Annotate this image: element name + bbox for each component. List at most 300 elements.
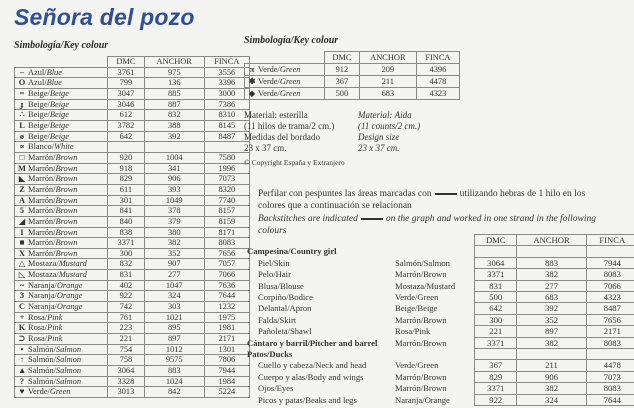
key-row [15,152,250,163]
colour-label: – Azul/Blue [15,67,108,78]
colour-name-es: Beige [28,120,48,130]
anchor-value: 324 [144,291,204,302]
colour-label: C Naranja/Orange [15,302,108,313]
material-line: 23 x 37 cm. [358,143,400,153]
finca-value: 7944 [204,366,249,377]
dmc-value: 402 [108,280,145,291]
dmc-value: 612 [108,110,145,121]
dmc-value: 3371 [475,383,517,394]
backstitch-row [244,383,634,394]
colour-name-es: Salmón [28,355,54,365]
stitch-symbol-icon: ∝ [19,142,25,152]
colour-name-es: Rosa [28,334,45,344]
anchor-value: 9575 [144,355,204,366]
anchor-value [144,142,204,153]
copyright-notice: © Copyright España y Extranjero [244,158,345,167]
stitch-symbol-icon: A [18,195,26,205]
backstitch-text: Perfilar con pespuntes las áreas marcadas con [258,189,432,199]
stitch-symbol-icon: C [18,302,26,312]
key-row [15,195,250,206]
backstitch-row [244,280,634,291]
finca-value: 2171 [586,326,634,337]
finca-value: 7944 [586,257,634,268]
colour-name-es: Salmón [28,376,54,386]
key-row [15,99,250,110]
colour-name-en: Salmon [55,366,82,376]
stitch-symbol-icon: ø [19,131,25,141]
colour-name-en: Brown [55,174,78,184]
stitch-part: Delantal/Apron [258,303,312,314]
dmc-value: 922 [108,291,145,302]
anchor-value: 895 [144,323,204,334]
dmc-value: 500 [475,292,517,303]
finca-value: 7636 [204,280,249,291]
material-line: 23 x 37 cm. [244,143,287,153]
anchor-value: 885 [144,88,204,99]
backstitch-text: colores que a continuación se relacionan [258,200,412,211]
key-row [15,120,250,131]
dmc-value: 829 [475,371,517,382]
stitch-symbol-icon: K [18,323,26,333]
anchor-value: 277 [517,280,586,291]
finca-value: 7806 [204,355,249,366]
colour-name-es: Salmón [28,344,54,354]
anchor-value: 382 [517,337,586,348]
colour-label: ✱ Verde/Green [245,76,325,88]
backstitch-row [244,314,634,325]
anchor-value [517,246,586,257]
finca-value: 7386 [204,99,249,110]
dmc-value: 912 [324,64,359,76]
stitch-symbol-icon: ▲ [18,366,27,376]
key-colour-table [14,56,250,398]
colour-label: ? Salmón/Salmon [15,376,108,387]
stitch-part: Cuello y cabeza/Neck and head [258,360,367,371]
blank-header [392,235,475,246]
stitch-part: Ojos/Eyes [258,383,294,394]
finca-value: 7066 [204,270,249,281]
colour-name-en: Brown [55,195,78,205]
anchor-value: 388 [144,120,204,131]
stitch-symbol-icon: ∴ [19,110,25,120]
colour-name-es: Naranja [28,291,55,301]
stitch-part: Piel/Skin [258,257,290,268]
finca-value: 7644 [204,291,249,302]
stitch-symbol-icon: ↑ [19,355,25,365]
anchor-value: 683 [517,292,586,303]
colour-label: ⊃ Rosa/Pink [15,334,108,345]
finca-value: 3556 [204,67,249,78]
dmc-value: 761 [108,312,145,323]
dmc-value: 758 [108,355,145,366]
backstitch-line-icon [361,218,383,220]
colour-label: ↑ Salmón/Salmon [15,355,108,366]
finca-value: 3000 [204,88,249,99]
thread-colour: Salmón/Salmon [395,257,450,268]
finca-value: 7057 [204,259,249,270]
colour-name-en: White [54,142,74,152]
anchor-value: 379 [144,216,204,227]
colour-name-en: Pink [47,334,63,344]
finca-value: 1301 [204,344,249,355]
anchor-value: 1012 [144,344,204,355]
page-title: Señora del pozo [14,4,195,30]
stitch-part: Corpiño/Bodice [258,292,313,303]
colour-name-en: Pink [47,323,63,333]
colour-name-en: Green [279,89,301,98]
key-row [15,227,250,238]
colour-label: ø Beige/Beige [15,131,108,142]
material-line: Material: Aida [358,110,412,120]
key-row [15,334,250,345]
stitch-symbol-icon: I [20,227,24,237]
colour-name-en: Mustard [58,270,87,280]
key-row [15,323,250,334]
anchor-value: 392 [517,303,586,314]
finca-value [586,246,634,257]
col-finca: FINCA [416,52,459,64]
stitch-symbol-icon: = [19,88,25,98]
colour-name-es: Marrón [28,184,54,194]
finca-value: 8487 [586,303,634,314]
colour-name-en: Beige [49,110,69,120]
anchor-value: 897 [144,334,204,345]
colour-name-es: Beige [28,110,48,120]
dmc-value: 3046 [108,99,145,110]
colour-label: • Salmón/Salmon [15,344,108,355]
colour-label: A Marrón/Brown [15,195,108,206]
stitch-part: Cuerpo y alas/Body and wings [258,371,364,382]
colour-name-es: Naranja [28,280,55,290]
colour-label: O Azul/Blue [15,78,108,89]
dmc-value: 922 [475,394,517,405]
dmc-value: 841 [108,206,145,217]
dmc-value: 3064 [475,257,517,268]
anchor-value: 211 [359,76,416,88]
colour-label: ◆ Verde/Green [245,88,325,100]
colour-label: M Marrón/Brown [15,163,108,174]
backstitch-line-icon [435,193,457,195]
colour-name-es: Verde [258,77,278,86]
anchor-value: 897 [517,326,586,337]
dmc-value: 642 [108,131,145,142]
finca-value: 8083 [204,238,249,249]
colour-name-en: Beige [49,120,69,130]
finca-value: 8157 [204,206,249,217]
anchor-value: 1024 [144,376,204,387]
finca-value: 8083 [586,383,634,394]
dmc-value: 3371 [475,337,517,348]
col-dmc: DMC [475,235,517,246]
dmc-value: 367 [475,360,517,371]
colour-label: ɟ Beige/Beige [15,99,108,110]
col-dmc: DMC [324,52,359,64]
key-row [245,76,460,88]
finca-value: 3396 [204,78,249,89]
colour-name-es: Rosa [28,312,45,322]
colour-label: π Verde/Green [245,64,325,76]
material-line: (11 counts/2 cm.) [358,121,421,131]
key-row [15,355,250,366]
thread-colour: Marrón/Brown [395,314,447,325]
finca-value: 8320 [204,184,249,195]
group-heading: Patos/Ducks [247,349,293,360]
colour-label: = Beige/Beige [15,88,108,99]
colour-label: I Marrón/Brown [15,227,108,238]
anchor-value: 211 [517,360,586,371]
blank-header [245,52,325,64]
thread-colour: Marrón/Brown [395,371,447,382]
colour-name-en: Orange [56,302,83,312]
colour-label: △ Mostaza/Mustard [15,259,108,270]
finca-value: 4478 [416,76,459,88]
thread-colour: Marrón/Brown [395,337,447,348]
stitch-symbol-icon: 5 [19,206,25,216]
key-row [15,302,250,313]
colour-name-en: Green [49,387,71,397]
colour-name-en: Orange [56,280,83,290]
colour-name-en: Brown [55,206,78,216]
colour-name-es: Marrón [28,206,54,216]
colour-label: Z Marrón/Brown [15,184,108,195]
colour-name-es: Salmón [28,366,54,376]
material-line: Medidas del bordado [244,132,320,142]
colour-label: □ Marrón/Brown [15,152,108,163]
dmc-value: 223 [108,323,145,334]
dmc-value: 3761 [108,67,145,78]
dmc-value: 831 [475,280,517,291]
colour-name-es: Marrón [28,152,54,162]
colour-label: 3 Naranja/Orange [15,291,108,302]
backstitch-row [244,360,634,371]
stitch-symbol-icon: π [249,65,255,74]
colour-name-en: Salmon [55,355,82,365]
dmc-value: 300 [475,314,517,325]
dmc-value: 3782 [108,120,145,131]
stitch-symbol-icon: • [20,344,24,354]
colour-label: + Rosa/Pink [15,312,108,323]
finca-value: 7644 [586,394,634,405]
colour-name-en: Brown [55,184,78,194]
stitch-symbol-icon: ■ [19,238,25,248]
anchor-value: 378 [144,206,204,217]
key-colour-heading: Simbología/Key colour [14,40,109,51]
thread-colour: Rosa/Pink [395,326,431,337]
colour-name-es: Verde [258,89,278,98]
dmc-value [475,349,517,360]
finca-value: 1996 [204,163,249,174]
colour-name-es: Marrón [28,248,54,258]
backstitch-group-heading [244,349,634,360]
blank-header [15,57,108,68]
colour-name-en: Salmon [55,344,82,354]
dmc-value: 3013 [108,387,145,398]
colour-label: ∝ Blanco/White [15,142,108,153]
group-heading: Cántaro y barril/Pitcher and barrel [247,337,378,348]
dmc-value: 918 [108,163,145,174]
colour-label: ♥ Verde/Green [15,387,108,398]
anchor-value: 136 [144,78,204,89]
dmc-value: 920 [108,152,145,163]
anchor-value: 832 [144,110,204,121]
stitch-part: Falda/Skirt [258,314,297,325]
anchor-value: 324 [517,394,586,405]
anchor-value: 352 [517,314,586,325]
colour-name-es: Marrón [28,227,54,237]
material-spanish [244,110,334,154]
key-row [15,259,250,270]
material-line: (11 hilos de trama/2 cm.) [244,121,335,131]
key-row [15,174,250,185]
anchor-value: 907 [144,259,204,270]
key-colour-table-right [244,51,460,100]
stitch-symbol-icon: ⊃ [18,334,26,344]
key-row [15,216,250,227]
backstitch-text: colours [258,225,287,236]
anchor-value: 392 [144,131,204,142]
colour-label: L Beige/Beige [15,120,108,131]
finca-value: 4396 [416,64,459,76]
dmc-value: 832 [108,259,145,270]
colour-label: K Rosa/Pink [15,323,108,334]
thread-colour: Marrón/Brown [395,269,447,280]
key-row [15,312,250,323]
dmc-value: 367 [324,76,359,88]
anchor-value: 975 [144,67,204,78]
anchor-value: 303 [144,302,204,313]
material-line: Design size [358,132,400,142]
finca-value: 2171 [204,334,249,345]
dmc-value: 840 [108,216,145,227]
blank-header [244,235,392,246]
anchor-value: 906 [517,371,586,382]
key-row [15,110,250,121]
colour-name-es: Verde [28,387,48,397]
colour-label: X Marrón/Brown [15,248,108,259]
anchor-value: 887 [144,99,204,110]
anchor-value: 883 [517,257,586,268]
finca-value: 7656 [586,314,634,325]
anchor-value: 906 [144,174,204,185]
dmc-value: 831 [108,270,145,281]
anchor-value: 1021 [144,312,204,323]
group-heading: Campesina/Country girl [247,246,337,257]
anchor-value: 1047 [144,280,204,291]
finca-value: 7073 [204,174,249,185]
colour-name-es: Marrón [28,216,54,226]
colour-label: ■ Marrón/Brown [15,238,108,249]
colour-name-es: Verde [258,65,278,74]
colour-name-es: Beige [28,131,48,141]
thread-colour: Naranja/Orange [395,394,450,405]
key-row [15,366,250,377]
dmc-value: 611 [108,184,145,195]
finca-value: 8145 [204,120,249,131]
finca-value: 8310 [204,110,249,121]
key-row [15,270,250,281]
colour-label: ◢ Marrón/Brown [15,216,108,227]
colour-name-es: Marrón [28,163,54,173]
stitch-symbol-icon: ? [19,376,25,386]
finca-value: 8487 [204,131,249,142]
dmc-value: 221 [475,326,517,337]
key-row [15,131,250,142]
stitch-symbol-icon: ✱ [248,77,256,86]
anchor-value: 842 [144,387,204,398]
stitch-symbol-icon: □ [19,152,25,162]
dmc-value: 301 [108,195,145,206]
colour-name-en: Brown [55,163,78,173]
colour-name-en: Blue [46,67,62,77]
colour-name-en: Brown [55,238,78,248]
dmc-value: 642 [475,303,517,314]
colour-name-es: Marrón [28,174,54,184]
backstitch-row [244,269,634,280]
backstitch-row [244,394,634,405]
stitch-part: Pelo/Hair [258,269,291,280]
thread-colour: Verde/Green [395,360,439,371]
colour-name-en: Beige [49,88,69,98]
colour-name-en: Beige [49,99,69,109]
key-row [15,376,250,387]
colour-name-en: Brown [55,216,78,226]
backstitch-row [244,292,634,303]
colour-name-es: Naranja [28,302,55,312]
backstitch-text: Backstitches are indicated [258,214,358,224]
backstitch-group-heading [244,337,634,348]
colour-label: ▲ Salmón/Salmon [15,366,108,377]
colour-name-es: Beige [28,99,48,109]
thread-colour: Marrón/Brown [395,383,447,394]
thread-colour: Verde/Green [395,292,439,303]
colour-name-es: Beige [28,88,48,98]
colour-name-en: Blue [46,78,62,88]
key-row [15,78,250,89]
colour-name-es: Azul [28,67,45,77]
colour-name-en: Pink [47,312,63,322]
key-row [15,248,250,259]
key-row [15,142,250,153]
anchor-value: 1049 [144,195,204,206]
colour-name-es: Marrón [28,195,54,205]
dmc-value: 500 [324,88,359,100]
stitch-symbol-icon: ◢ [18,216,26,226]
backstitch-table [244,234,634,406]
finca-value: 8159 [204,216,249,227]
colour-name-en: Brown [55,248,78,258]
backstitch-instructions-es [258,189,628,212]
colour-name-en: Salmon [55,376,82,386]
stitch-symbol-icon: O [18,78,26,88]
thread-colour: Beige/Beige [395,303,438,314]
backstitch-row [244,326,634,337]
anchor-value: 341 [144,163,204,174]
finca-value: 8083 [586,337,634,348]
key-row [15,280,250,291]
col-anchor: ANCHOR [359,52,416,64]
finca-value [204,142,249,153]
stitch-part: Blusa/Blouse [258,280,304,291]
col-anchor: ANCHOR [517,235,586,246]
material-english [358,110,420,154]
dmc-value: 3064 [108,366,145,377]
finca-value [586,349,634,360]
colour-name-en: Mustard [58,259,87,269]
colour-name-es: Mostaza [28,259,57,269]
stitch-symbol-icon: ◺ [18,270,26,280]
colour-name-es: Blanco [28,142,52,152]
key-row [15,67,250,78]
